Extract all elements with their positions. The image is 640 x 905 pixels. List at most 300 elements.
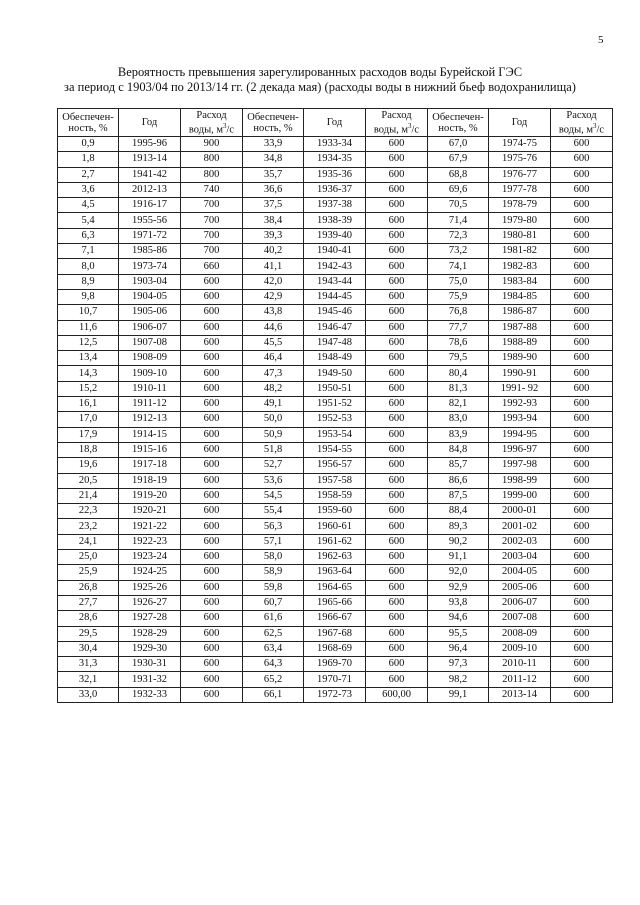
probability-cell: 53,6	[243, 473, 304, 488]
probability-cell: 75,0	[428, 274, 489, 289]
flow-cell: 600	[551, 320, 613, 335]
probability-cell: 48,2	[243, 381, 304, 396]
year-cell: 1982-83	[489, 259, 551, 274]
year-cell: 2013-14	[489, 687, 551, 702]
table-row	[58, 305, 613, 320]
probability-cell: 64,3	[243, 657, 304, 672]
flow-cell: 600	[551, 137, 613, 152]
year-cell: 1964-65	[304, 580, 366, 595]
probability-cell: 62,5	[243, 626, 304, 641]
year-cell: 2011-12	[489, 672, 551, 687]
probability-cell: 82,1	[428, 397, 489, 412]
flow-cell: 600	[551, 427, 613, 442]
table-row	[58, 366, 613, 381]
flow-cell: 600	[551, 152, 613, 167]
probability-cell: 20,5	[58, 473, 119, 488]
probability-cell: 73,2	[428, 244, 489, 259]
flow-cell: 600	[366, 366, 428, 381]
flow-cell: 600	[181, 504, 243, 519]
flow-cell: 600	[366, 244, 428, 259]
year-cell: 1939-40	[304, 228, 366, 243]
year-cell: 1972-73	[304, 687, 366, 702]
year-cell: 1925-26	[119, 580, 181, 595]
year-cell: 1909-10	[119, 366, 181, 381]
year-cell: 1971-72	[119, 228, 181, 243]
table-row	[58, 550, 613, 565]
flow-cell: 600	[366, 550, 428, 565]
flow-cell: 600	[551, 335, 613, 350]
header-probability: Обеспечен- ность, %	[243, 109, 304, 137]
year-cell: 1983-84	[489, 274, 551, 289]
flow-cell: 600	[366, 320, 428, 335]
table-row	[58, 580, 613, 595]
flow-cell: 600	[551, 397, 613, 412]
flow-cell: 600	[551, 611, 613, 626]
probability-cell: 56,3	[243, 519, 304, 534]
year-cell: 2003-04	[489, 550, 551, 565]
probability-cell: 17,9	[58, 427, 119, 442]
probability-cell: 12,5	[58, 335, 119, 350]
year-cell: 1989-90	[489, 351, 551, 366]
flow-cell: 600	[181, 626, 243, 641]
probability-cell: 70,5	[428, 198, 489, 213]
flow-cell: 600	[551, 289, 613, 304]
probability-cell: 93,8	[428, 595, 489, 610]
probability-cell: 17,0	[58, 412, 119, 427]
year-cell: 1974-75	[489, 137, 551, 152]
table-row	[58, 320, 613, 335]
year-cell: 1906-07	[119, 320, 181, 335]
flow-cell: 600	[366, 335, 428, 350]
flow-cell: 600	[551, 213, 613, 228]
flow-cell: 600	[551, 687, 613, 702]
year-cell: 1936-37	[304, 182, 366, 197]
probability-cell: 95,5	[428, 626, 489, 641]
flow-cell: 900	[181, 137, 243, 152]
year-cell: 1970-71	[304, 672, 366, 687]
flow-cell: 700	[181, 213, 243, 228]
flow-cell: 600	[181, 657, 243, 672]
probability-cell: 39,3	[243, 228, 304, 243]
year-cell: 1930-31	[119, 657, 181, 672]
probability-cell: 45,5	[243, 335, 304, 350]
probability-cell: 58,9	[243, 565, 304, 580]
flow-cell: 600	[181, 595, 243, 610]
probability-cell: 31,3	[58, 657, 119, 672]
probability-cell: 27,7	[58, 595, 119, 610]
document-title	[40, 65, 600, 95]
probability-cell: 71,4	[428, 213, 489, 228]
year-cell: 1959-60	[304, 504, 366, 519]
flow-cell: 600	[181, 550, 243, 565]
probability-cell: 90,2	[428, 534, 489, 549]
flow-probability-table	[57, 108, 613, 703]
flow-cell: 600,00	[366, 687, 428, 702]
title-line-1: Вероятность превышения зарегулированных расходов воды Бурейской ГЭС	[117, 65, 523, 79]
table-row	[58, 351, 613, 366]
flow-cell: 600	[551, 565, 613, 580]
flow-cell: 600	[366, 565, 428, 580]
probability-cell: 4,5	[58, 198, 119, 213]
table-row	[58, 335, 613, 350]
probability-cell: 87,5	[428, 488, 489, 503]
year-cell: 1914-15	[119, 427, 181, 442]
flow-cell: 600	[181, 687, 243, 702]
flow-cell: 600	[551, 228, 613, 243]
flow-cell: 600	[181, 580, 243, 595]
year-cell: 1950-51	[304, 381, 366, 396]
flow-cell: 600	[366, 672, 428, 687]
flow-cell: 600	[551, 504, 613, 519]
table-row	[58, 687, 613, 702]
year-cell: 1999-00	[489, 488, 551, 503]
year-cell: 1977-78	[489, 182, 551, 197]
year-cell: 1908-09	[119, 351, 181, 366]
year-cell: 1910-11	[119, 381, 181, 396]
year-cell: 1943-44	[304, 274, 366, 289]
header-flow: Расход воды, $м^3/с$	[181, 109, 243, 137]
probability-cell: 49,1	[243, 397, 304, 412]
probability-cell: 3,6	[58, 182, 119, 197]
year-cell: 1946-47	[304, 320, 366, 335]
flow-cell: 600	[366, 351, 428, 366]
table-row	[58, 274, 613, 289]
probability-cell: 14,3	[58, 366, 119, 381]
year-cell: 1918-19	[119, 473, 181, 488]
flow-cell: 600	[551, 550, 613, 565]
year-cell: 1965-66	[304, 595, 366, 610]
flow-cell: 600	[181, 641, 243, 656]
flow-cell: 600	[181, 488, 243, 503]
probability-cell: 78,6	[428, 335, 489, 350]
probability-cell: 24,1	[58, 534, 119, 549]
probability-cell: 47,3	[243, 366, 304, 381]
probability-cell: 96,4	[428, 641, 489, 656]
flow-cell: 600	[366, 504, 428, 519]
flow-cell: 660	[181, 259, 243, 274]
year-cell: 1905-06	[119, 305, 181, 320]
flow-cell: 600	[181, 381, 243, 396]
table-row	[58, 595, 613, 610]
flow-cell: 600	[366, 442, 428, 457]
probability-cell: 22,3	[58, 504, 119, 519]
flow-cell: 700	[181, 228, 243, 243]
probability-cell: 54,5	[243, 488, 304, 503]
year-cell: 1924-25	[119, 565, 181, 580]
year-cell: 1976-77	[489, 167, 551, 182]
year-cell: 1935-36	[304, 167, 366, 182]
year-cell: 1962-63	[304, 550, 366, 565]
year-cell: 1975-76	[489, 152, 551, 167]
flow-cell: 600	[366, 427, 428, 442]
probability-cell: 61,6	[243, 611, 304, 626]
table-row	[58, 657, 613, 672]
table-row	[58, 641, 613, 656]
year-cell: 1995-96	[119, 137, 181, 152]
year-cell: 1991- 92	[489, 381, 551, 396]
probability-cell: 10,7	[58, 305, 119, 320]
probability-cell: 65,2	[243, 672, 304, 687]
year-cell: 1954-55	[304, 442, 366, 457]
probability-cell: 84,8	[428, 442, 489, 457]
year-cell: 1931-32	[119, 672, 181, 687]
year-cell: 1937-38	[304, 198, 366, 213]
flow-cell: 600	[366, 458, 428, 473]
flow-cell: 600	[181, 565, 243, 580]
table-row	[58, 488, 613, 503]
flow-cell: 800	[181, 152, 243, 167]
flow-cell: 600	[366, 412, 428, 427]
table-row	[58, 427, 613, 442]
flow-cell: 740	[181, 182, 243, 197]
table-row	[58, 458, 613, 473]
year-cell: 1997-98	[489, 458, 551, 473]
flow-cell: 600	[181, 611, 243, 626]
year-cell: 1934-35	[304, 152, 366, 167]
table-row	[58, 167, 613, 182]
flow-cell: 600	[551, 198, 613, 213]
flow-cell: 600	[551, 626, 613, 641]
flow-cell: 600	[366, 534, 428, 549]
header-probability: Обеспечен- ность, %	[58, 109, 119, 137]
year-cell: 1953-54	[304, 427, 366, 442]
flow-cell: 600	[181, 473, 243, 488]
table-row	[58, 137, 613, 152]
year-cell: 1913-14	[119, 152, 181, 167]
table-row	[58, 259, 613, 274]
table-row	[58, 412, 613, 427]
flow-cell: 600	[181, 366, 243, 381]
flow-cell: 800	[181, 167, 243, 182]
year-cell: 1988-89	[489, 335, 551, 350]
probability-cell: 83,9	[428, 427, 489, 442]
table-row	[58, 244, 613, 259]
flow-cell: 600	[366, 152, 428, 167]
probability-cell: 81,3	[428, 381, 489, 396]
probability-cell: 52,7	[243, 458, 304, 473]
flow-cell: 600	[551, 519, 613, 534]
flow-cell: 600	[551, 167, 613, 182]
flow-cell: 600	[551, 244, 613, 259]
flow-cell: 600	[551, 473, 613, 488]
flow-cell: 600	[181, 672, 243, 687]
probability-cell: 26,8	[58, 580, 119, 595]
header-flow: Расход воды, $м^3/с$	[551, 109, 613, 137]
year-cell: 1967-68	[304, 626, 366, 641]
flow-cell: 600	[366, 488, 428, 503]
flow-cell: 600	[366, 381, 428, 396]
year-cell: 1949-50	[304, 366, 366, 381]
page-number: 5	[598, 34, 604, 46]
flow-cell: 600	[551, 580, 613, 595]
flow-cell: 600	[366, 259, 428, 274]
probability-cell: 41,1	[243, 259, 304, 274]
flow-cell: 600	[551, 366, 613, 381]
flow-cell: 600	[181, 519, 243, 534]
probability-cell: 50,0	[243, 412, 304, 427]
year-cell: 1921-22	[119, 519, 181, 534]
flow-cell: 600	[366, 213, 428, 228]
year-cell: 1993-94	[489, 412, 551, 427]
year-cell: 1979-80	[489, 213, 551, 228]
flow-cell: 600	[551, 381, 613, 396]
probability-cell: 2,7	[58, 167, 119, 182]
table-row	[58, 198, 613, 213]
probability-cell: 99,1	[428, 687, 489, 702]
probability-cell: 67,9	[428, 152, 489, 167]
flow-cell: 600	[366, 519, 428, 534]
flow-cell: 600	[181, 458, 243, 473]
flow-cell: 600	[366, 198, 428, 213]
table-header-row	[58, 109, 613, 137]
header-year: Год	[489, 109, 551, 137]
probability-cell: 7,1	[58, 244, 119, 259]
probability-cell: 44,6	[243, 320, 304, 335]
header-flow: Расход воды, $м^3/с$	[366, 109, 428, 137]
table-row	[58, 565, 613, 580]
flow-cell: 600	[366, 397, 428, 412]
year-cell: 1998-99	[489, 473, 551, 488]
header-probability: Обеспечен- ность, %	[428, 109, 489, 137]
flow-cell: 600	[551, 458, 613, 473]
probability-cell: 76,8	[428, 305, 489, 320]
probability-cell: 23,2	[58, 519, 119, 534]
probability-cell: 92,0	[428, 565, 489, 580]
year-cell: 2006-07	[489, 595, 551, 610]
probability-cell: 60,7	[243, 595, 304, 610]
probability-cell: 25,0	[58, 550, 119, 565]
year-cell: 1911-12	[119, 397, 181, 412]
flow-cell: 600	[181, 335, 243, 350]
probability-cell: 42,9	[243, 289, 304, 304]
year-cell: 1951-52	[304, 397, 366, 412]
probability-cell: 32,1	[58, 672, 119, 687]
header-year: Год	[304, 109, 366, 137]
year-cell: 1915-16	[119, 442, 181, 457]
flow-cell: 600	[366, 611, 428, 626]
flow-cell: 600	[181, 274, 243, 289]
probability-cell: 1,8	[58, 152, 119, 167]
year-cell: 1978-79	[489, 198, 551, 213]
year-cell: 1952-53	[304, 412, 366, 427]
year-cell: 1960-61	[304, 519, 366, 534]
probability-cell: 33,0	[58, 687, 119, 702]
probability-cell: 83,0	[428, 412, 489, 427]
year-cell: 1929-30	[119, 641, 181, 656]
table-body	[58, 137, 613, 703]
year-cell: 1968-69	[304, 641, 366, 656]
year-cell: 1986-87	[489, 305, 551, 320]
probability-cell: 15,2	[58, 381, 119, 396]
year-cell: 1932-33	[119, 687, 181, 702]
flow-cell: 600	[366, 305, 428, 320]
year-cell: 1920-21	[119, 504, 181, 519]
table-row	[58, 672, 613, 687]
probability-cell: 80,4	[428, 366, 489, 381]
flow-cell: 700	[181, 198, 243, 213]
probability-cell: 98,2	[428, 672, 489, 687]
year-cell: 2005-06	[489, 580, 551, 595]
probability-cell: 19,6	[58, 458, 119, 473]
table-row	[58, 442, 613, 457]
probability-cell: 33,9	[243, 137, 304, 152]
probability-cell: 50,9	[243, 427, 304, 442]
probability-cell: 79,5	[428, 351, 489, 366]
probability-cell: 34,8	[243, 152, 304, 167]
year-cell: 1966-67	[304, 611, 366, 626]
probability-cell: 28,6	[58, 611, 119, 626]
header-year: Год	[119, 109, 181, 137]
year-cell: 1957-58	[304, 473, 366, 488]
probability-cell: 89,3	[428, 519, 489, 534]
probability-cell: 0,9	[58, 137, 119, 152]
flow-cell: 600	[551, 351, 613, 366]
flow-cell: 600	[181, 289, 243, 304]
year-cell: 1928-29	[119, 626, 181, 641]
probability-cell: 18,8	[58, 442, 119, 457]
flow-cell: 600	[551, 274, 613, 289]
year-cell: 2001-02	[489, 519, 551, 534]
year-cell: 1945-46	[304, 305, 366, 320]
flow-cell: 600	[551, 641, 613, 656]
year-cell: 1923-24	[119, 550, 181, 565]
year-cell: 1919-20	[119, 488, 181, 503]
year-cell: 1940-41	[304, 244, 366, 259]
probability-cell: 85,7	[428, 458, 489, 473]
probability-cell: 88,4	[428, 504, 489, 519]
probability-cell: 86,6	[428, 473, 489, 488]
flow-cell: 600	[366, 595, 428, 610]
year-cell: 1948-49	[304, 351, 366, 366]
year-cell: 1904-05	[119, 289, 181, 304]
flow-cell: 600	[551, 595, 613, 610]
probability-cell: 11,6	[58, 320, 119, 335]
probability-cell: 29,5	[58, 626, 119, 641]
probability-cell: 25,9	[58, 565, 119, 580]
year-cell: 1980-81	[489, 228, 551, 243]
probability-cell: 68,8	[428, 167, 489, 182]
flow-cell: 600	[551, 259, 613, 274]
flow-cell: 600	[366, 228, 428, 243]
year-cell: 1903-04	[119, 274, 181, 289]
probability-cell: 40,2	[243, 244, 304, 259]
flow-cell: 600	[366, 626, 428, 641]
year-cell: 1969-70	[304, 657, 366, 672]
year-cell: 1990-91	[489, 366, 551, 381]
probability-cell: 57,1	[243, 534, 304, 549]
year-cell: 1947-48	[304, 335, 366, 350]
flow-cell: 600	[551, 182, 613, 197]
flow-cell: 600	[366, 641, 428, 656]
flow-cell: 600	[181, 320, 243, 335]
year-cell: 1994-95	[489, 427, 551, 442]
probability-cell: 92,9	[428, 580, 489, 595]
probability-cell: 74,1	[428, 259, 489, 274]
probability-cell: 30,4	[58, 641, 119, 656]
year-cell: 1927-28	[119, 611, 181, 626]
probability-cell: 36,6	[243, 182, 304, 197]
table-row	[58, 397, 613, 412]
year-cell: 1958-59	[304, 488, 366, 503]
year-cell: 1996-97	[489, 442, 551, 457]
year-cell: 2008-09	[489, 626, 551, 641]
probability-cell: 66,1	[243, 687, 304, 702]
year-cell: 1973-74	[119, 259, 181, 274]
table-row	[58, 626, 613, 641]
flow-cell: 600	[551, 305, 613, 320]
year-cell: 1907-08	[119, 335, 181, 350]
year-cell: 1917-18	[119, 458, 181, 473]
